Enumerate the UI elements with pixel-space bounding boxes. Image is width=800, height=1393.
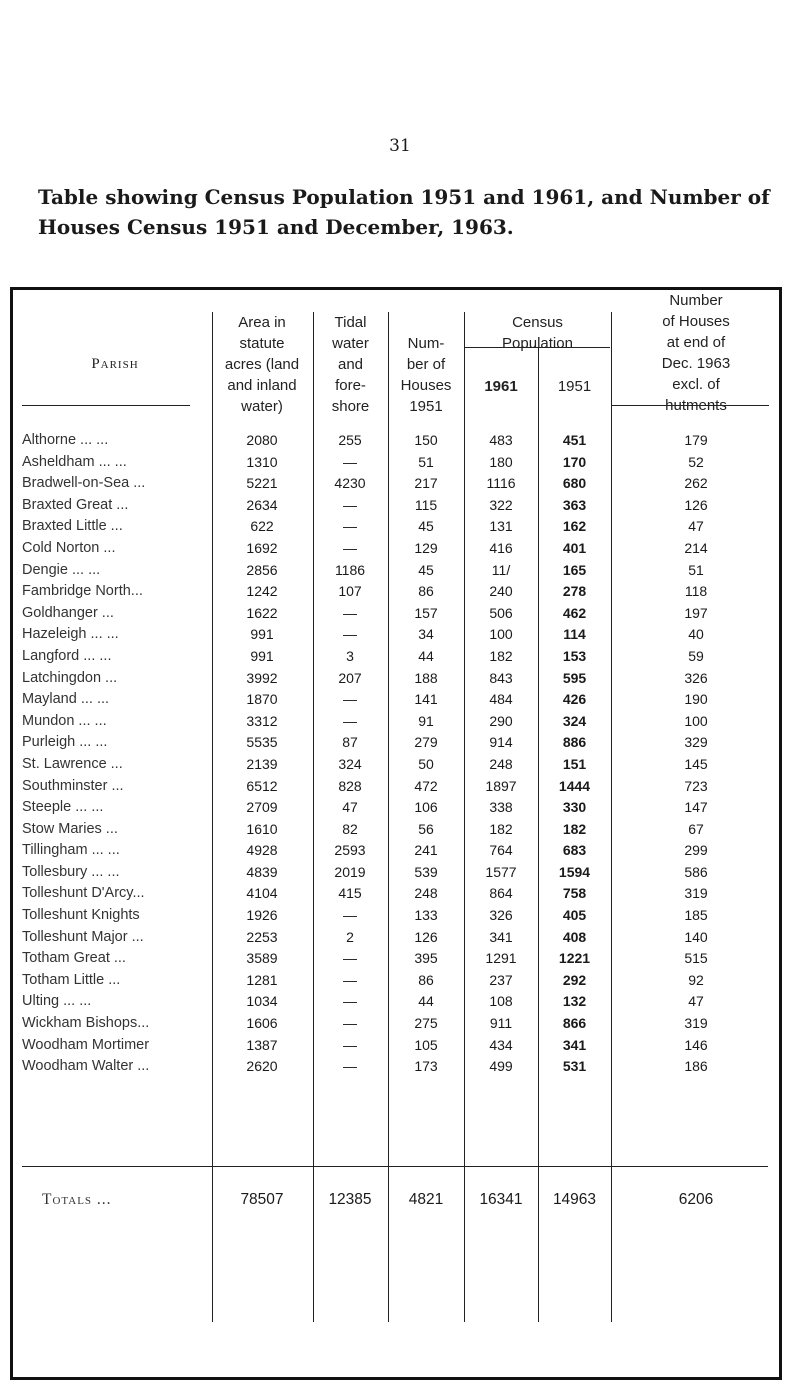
parish-name: Ulting ... ... xyxy=(22,993,92,1010)
population-1951-cell: 886 xyxy=(562,734,587,751)
table-row xyxy=(0,670,800,692)
table-row xyxy=(0,734,800,756)
parish-name: St. Lawrence ... xyxy=(22,755,123,772)
area-cell: 1870 xyxy=(246,691,278,708)
total-tidal: 12385 xyxy=(328,1191,372,1208)
table-row xyxy=(0,799,800,821)
houses-1951-cell: 188 xyxy=(414,669,438,686)
houses-1963-cell: 179 xyxy=(684,432,708,448)
population-1961-cell: 483 xyxy=(489,432,513,448)
population-1951-cell: 866 xyxy=(562,1015,587,1032)
tidal-cell: 82 xyxy=(342,820,358,837)
table-row xyxy=(0,842,800,864)
tidal-cell: 107 xyxy=(338,583,362,600)
population-1951-cell: 1221 xyxy=(558,950,591,967)
population-1961-cell: 108 xyxy=(489,993,513,1010)
table-title: Table showing Census Population 1951 and 1961, and Number of Houses Census 1951 and December, 1963. xyxy=(38,185,770,239)
houses-1963-cell: 515 xyxy=(684,950,708,967)
tidal-cell: 207 xyxy=(338,669,362,686)
houses-1963-cell: 59 xyxy=(688,647,704,664)
houses-1951-cell: 86 xyxy=(418,971,434,988)
parish-name: Asheldham ... ... xyxy=(22,453,127,470)
population-1951-cell: 278 xyxy=(562,583,587,600)
tidal-cell: — xyxy=(343,1058,357,1075)
parish-name: Cold Norton ... xyxy=(22,539,116,556)
houses-1963-cell: 118 xyxy=(684,583,708,600)
population-1961-cell: 911 xyxy=(489,1015,513,1032)
area-cell: 2080 xyxy=(246,432,278,448)
population-1961-cell: 1291 xyxy=(485,950,517,967)
area-cell: 1606 xyxy=(246,1015,278,1032)
houses-1963-cell: 723 xyxy=(684,777,708,794)
population-1961-cell: 326 xyxy=(489,907,513,924)
parish-name: Hazeleigh ... ... xyxy=(22,626,119,643)
total-area: 78507 xyxy=(240,1191,284,1208)
table-row xyxy=(0,475,800,497)
tidal-cell: — xyxy=(343,993,357,1010)
houses-1951-cell: 173 xyxy=(414,1058,438,1075)
population-1961-cell: 499 xyxy=(489,1058,513,1075)
area-cell: 5221 xyxy=(246,475,278,492)
table-row xyxy=(0,540,800,562)
tidal-cell: — xyxy=(343,691,357,708)
parish-name: Totham Little ... xyxy=(22,971,121,988)
houses-1951-cell: 157 xyxy=(414,604,438,621)
parish-name: Stow Maries ... xyxy=(22,820,118,837)
tidal-cell: 255 xyxy=(338,432,362,448)
population-1951-cell: 408 xyxy=(562,928,587,945)
population-1961-cell: 131 xyxy=(489,518,513,535)
table-row xyxy=(0,821,800,843)
parish-name: Goldhanger ... xyxy=(22,604,114,621)
parish-name: Totham Great ... xyxy=(22,950,126,967)
tidal-cell: — xyxy=(343,907,357,924)
totals-row xyxy=(0,1191,800,1215)
table-row xyxy=(0,950,800,972)
area-cell: 622 xyxy=(250,518,274,535)
population-1961-cell: 341 xyxy=(489,928,513,945)
table-row xyxy=(0,454,800,476)
tidal-cell: 3 xyxy=(346,647,354,664)
population-1951-cell: 462 xyxy=(562,604,587,621)
tidal-cell: — xyxy=(343,626,357,643)
population-1951-cell: 405 xyxy=(562,907,587,924)
table-row xyxy=(0,497,800,519)
houses-1963-cell: 145 xyxy=(684,755,708,772)
tidal-cell: 415 xyxy=(338,885,362,902)
houses-1951-cell: 150 xyxy=(414,432,438,448)
parish-name: Mayland ... ... xyxy=(22,691,110,708)
tidal-cell: 2593 xyxy=(334,842,366,859)
population-1961-cell: 1116 xyxy=(486,475,516,492)
area-cell: 1622 xyxy=(246,604,278,621)
table-row xyxy=(0,648,800,670)
population-1951-cell: 165 xyxy=(562,561,587,578)
houses-1963-cell: 51 xyxy=(688,561,704,578)
parish-name: Bradwell-on-Sea ... xyxy=(22,475,146,492)
population-1961-cell: 182 xyxy=(489,820,513,837)
population-1961-cell: 11/ xyxy=(491,561,511,578)
parish-name: Tolleshunt D'Arcy... xyxy=(22,885,145,902)
tidal-cell: — xyxy=(343,453,357,470)
population-1951-cell: 170 xyxy=(562,453,587,470)
tidal-cell: 47 xyxy=(342,799,358,816)
population-1951-cell: 680 xyxy=(562,475,587,492)
houses-1963-cell: 262 xyxy=(684,475,708,492)
population-1951-cell: 114 xyxy=(563,626,586,643)
population-1951-cell: 162 xyxy=(562,518,587,535)
houses-1963-cell: 92 xyxy=(688,971,704,988)
population-1951-cell: 1594 xyxy=(558,863,591,880)
header-area: Area in statute acres (land and inland water) xyxy=(224,314,300,415)
table-row xyxy=(0,778,800,800)
tidal-cell: — xyxy=(343,971,357,988)
page-number: 31 xyxy=(389,136,411,156)
houses-1963-cell: 214 xyxy=(684,539,708,556)
tidal-cell: — xyxy=(343,712,357,729)
tidal-cell: — xyxy=(343,950,357,967)
tidal-cell: 2019 xyxy=(334,863,366,880)
population-1961-cell: 843 xyxy=(489,669,513,686)
houses-1951-cell: 279 xyxy=(414,734,438,751)
population-1961-cell: 914 xyxy=(489,734,513,751)
population-1961-cell: 182 xyxy=(489,647,513,664)
houses-1963-cell: 147 xyxy=(684,799,708,816)
table-row xyxy=(0,1058,800,1080)
area-cell: 6512 xyxy=(246,777,278,794)
area-cell: 4839 xyxy=(246,863,278,880)
houses-1951-cell: 217 xyxy=(414,475,438,492)
houses-1951-cell: 56 xyxy=(418,820,434,837)
houses-1951-cell: 133 xyxy=(414,907,438,924)
population-1961-cell: 1577 xyxy=(485,863,517,880)
table-row xyxy=(0,713,800,735)
total-houses-1951: 4821 xyxy=(408,1191,444,1208)
tidal-cell: 4230 xyxy=(334,475,366,492)
parish-name: Purleigh ... ... xyxy=(22,734,108,751)
table-row xyxy=(0,907,800,929)
table-row xyxy=(0,885,800,907)
houses-1963-cell: 190 xyxy=(684,691,708,708)
header-houses-1951: Num- ber of Houses 1951 xyxy=(400,335,452,415)
totals-rule xyxy=(22,1166,768,1167)
table-row xyxy=(0,1015,800,1037)
population-1951-cell: 401 xyxy=(562,539,587,556)
population-1951-cell: 758 xyxy=(562,885,587,902)
tidal-cell: — xyxy=(343,1036,357,1053)
header-houses-1963: Number of Houses at end of Dec. 1963 excl. of hutments xyxy=(661,292,731,414)
table-row xyxy=(0,432,800,454)
population-1951-cell: 683 xyxy=(562,842,587,859)
tidal-cell: — xyxy=(343,539,357,556)
table-row xyxy=(0,993,800,1015)
area-cell: 2634 xyxy=(246,496,278,513)
houses-1951-cell: 45 xyxy=(418,561,434,578)
tidal-cell: — xyxy=(343,496,357,513)
houses-1963-cell: 197 xyxy=(684,604,708,621)
area-cell: 2620 xyxy=(246,1058,278,1075)
area-cell: 1034 xyxy=(246,993,278,1010)
population-1961-cell: 864 xyxy=(489,885,513,902)
population-1951-cell: 341 xyxy=(562,1036,587,1053)
houses-1963-cell: 185 xyxy=(684,907,708,924)
houses-1951-cell: 44 xyxy=(418,647,434,664)
table-body xyxy=(0,432,800,1080)
parish-name: Mundon ... ... xyxy=(22,712,107,729)
parish-name: Langford ... ... xyxy=(22,647,112,664)
area-cell: 1692 xyxy=(246,539,278,556)
houses-1951-cell: 395 xyxy=(414,950,438,967)
houses-1951-cell: 45 xyxy=(418,518,434,535)
houses-1951-cell: 91 xyxy=(418,712,434,729)
population-1961-cell: 322 xyxy=(489,496,513,513)
header-pop-1961: 1961 xyxy=(484,378,518,395)
population-1961-cell: 290 xyxy=(489,712,513,729)
table-row xyxy=(0,518,800,540)
population-1961-cell: 100 xyxy=(489,626,513,643)
area-cell: 5535 xyxy=(246,734,278,751)
houses-1951-cell: 472 xyxy=(414,777,438,794)
table-row xyxy=(0,756,800,778)
population-1951-cell: 324 xyxy=(562,712,587,729)
population-1951-cell: 132 xyxy=(562,993,587,1010)
area-cell: 991 xyxy=(250,626,274,643)
houses-1951-cell: 50 xyxy=(418,755,434,772)
tidal-cell: 2 xyxy=(346,928,354,945)
houses-1951-cell: 86 xyxy=(418,583,434,600)
table-row xyxy=(0,1037,800,1059)
parish-name: Woodham Walter ... xyxy=(22,1058,150,1075)
population-1951-cell: 426 xyxy=(562,691,587,708)
houses-1963-cell: 140 xyxy=(684,928,708,945)
area-cell: 2253 xyxy=(246,928,278,945)
parish-name: Latchingdon ... xyxy=(22,669,118,686)
population-1951-cell: 1444 xyxy=(558,777,591,794)
population-1961-cell: 484 xyxy=(489,691,513,708)
table-row xyxy=(0,605,800,627)
houses-1963-cell: 326 xyxy=(684,669,708,686)
houses-1963-cell: 586 xyxy=(684,863,708,880)
houses-1963-cell: 100 xyxy=(684,712,708,729)
totals-label: Totals ... xyxy=(42,1191,112,1208)
houses-1963-cell: 40 xyxy=(688,626,704,643)
houses-1951-cell: 44 xyxy=(418,993,434,1010)
houses-1951-cell: 129 xyxy=(414,539,438,556)
area-cell: 3992 xyxy=(246,669,278,686)
tidal-cell: 87 xyxy=(342,734,358,751)
total-population-1951: 14963 xyxy=(552,1191,597,1208)
parish-name: Tollesbury ... ... xyxy=(22,863,120,880)
parish-name: Althorne ... ... xyxy=(22,432,109,448)
header-tidal: Tidal water and fore- shore xyxy=(331,314,370,415)
houses-1963-cell: 47 xyxy=(688,993,704,1010)
tidal-cell: — xyxy=(343,518,357,535)
houses-1963-cell: 67 xyxy=(688,820,704,837)
area-cell: 4104 xyxy=(246,885,278,902)
area-cell: 2856 xyxy=(246,561,278,578)
population-1951-cell: 330 xyxy=(562,799,587,816)
houses-1963-cell: 319 xyxy=(684,885,708,902)
tidal-cell: — xyxy=(343,1015,357,1032)
parish-name: Steeple ... ... xyxy=(22,799,104,816)
houses-1963-cell: 146 xyxy=(684,1036,708,1053)
area-cell: 1387 xyxy=(246,1036,278,1053)
parish-header-rule xyxy=(22,405,190,406)
area-cell: 4928 xyxy=(246,842,278,859)
houses-1951-cell: 241 xyxy=(414,842,438,859)
area-cell: 2709 xyxy=(246,799,278,816)
area-cell: 1242 xyxy=(246,583,278,600)
population-1961-cell: 237 xyxy=(489,971,513,988)
population-1961-cell: 338 xyxy=(489,799,513,816)
population-1961-cell: 1897 xyxy=(485,777,517,794)
population-1961-cell: 434 xyxy=(489,1036,513,1053)
population-1951-cell: 451 xyxy=(562,432,587,448)
tidal-cell: — xyxy=(343,604,357,621)
parish-name: Tillingham ... ... xyxy=(22,842,120,859)
area-cell: 1926 xyxy=(246,907,278,924)
table-row xyxy=(0,929,800,951)
area-cell: 3312 xyxy=(246,712,278,729)
houses-1963-cell: 52 xyxy=(688,453,704,470)
area-cell: 2139 xyxy=(246,755,278,772)
tidal-cell: 828 xyxy=(338,777,362,794)
houses-1951-cell: 51 xyxy=(418,453,434,470)
parish-name: Tolleshunt Major ... xyxy=(22,928,144,945)
houses-1963-cell: 319 xyxy=(684,1015,708,1032)
houses-1951-cell: 106 xyxy=(414,799,438,816)
tidal-cell: 1186 xyxy=(334,561,366,578)
header-parish: Parish xyxy=(91,356,139,372)
header-pop-1951: 1951 xyxy=(557,378,592,395)
population-1961-cell: 240 xyxy=(489,583,513,600)
houses-1963-cell: 299 xyxy=(684,842,708,859)
header-census: Census Population xyxy=(502,314,573,352)
population-1951-cell: 153 xyxy=(562,647,587,664)
population-1961-cell: 506 xyxy=(489,604,513,621)
population-1951-cell: 182 xyxy=(562,820,587,837)
houses-1951-cell: 141 xyxy=(414,691,438,708)
parish-name: Fambridge North... xyxy=(22,583,143,600)
houses-1963-cell: 186 xyxy=(684,1058,708,1075)
houses-1963-cell: 329 xyxy=(684,734,708,751)
population-1951-cell: 531 xyxy=(562,1058,587,1075)
houses-1963-cell: 47 xyxy=(688,518,704,535)
population-1951-cell: 151 xyxy=(562,755,587,772)
parish-name: Tolleshunt Knights xyxy=(22,907,140,924)
table-row xyxy=(0,864,800,886)
population-1961-cell: 248 xyxy=(489,755,513,772)
table-row xyxy=(0,626,800,648)
houses-1951-cell: 539 xyxy=(414,863,438,880)
area-cell: 1281 xyxy=(246,971,278,988)
total-houses-1963: 6206 xyxy=(678,1191,714,1208)
parish-name: Braxted Little ... xyxy=(22,518,123,535)
houses-1951-cell: 126 xyxy=(414,928,438,945)
table-row xyxy=(0,583,800,605)
population-1951-cell: 595 xyxy=(562,669,587,686)
houses-1951-cell: 275 xyxy=(414,1015,438,1032)
parish-name: Woodham Mortimer xyxy=(22,1036,150,1053)
houses-1951-cell: 248 xyxy=(414,885,438,902)
parish-name: Braxted Great ... xyxy=(22,496,129,513)
houses-1951-cell: 105 xyxy=(414,1036,438,1053)
houses-1951-cell: 115 xyxy=(414,496,438,513)
tidal-cell: 324 xyxy=(338,755,362,772)
area-cell: 991 xyxy=(250,647,274,664)
population-1961-cell: 416 xyxy=(489,539,513,556)
population-1951-cell: 363 xyxy=(562,496,587,513)
houses-1951-cell: 34 xyxy=(418,626,434,643)
table-row xyxy=(0,562,800,584)
population-1951-cell: 292 xyxy=(562,971,587,988)
area-cell: 1310 xyxy=(246,453,278,470)
parish-name: Southminster ... xyxy=(22,777,124,794)
parish-name: Dengie ... ... xyxy=(22,561,101,578)
area-cell: 1610 xyxy=(246,820,278,837)
table-row xyxy=(0,691,800,713)
houses-1963-cell: 126 xyxy=(684,496,708,513)
parish-name: Wickham Bishops... xyxy=(22,1015,150,1032)
table-row xyxy=(0,972,800,994)
population-1961-cell: 180 xyxy=(489,453,513,470)
area-cell: 3589 xyxy=(246,950,278,967)
total-population-1961: 16341 xyxy=(479,1191,523,1208)
population-1961-cell: 764 xyxy=(489,842,513,859)
